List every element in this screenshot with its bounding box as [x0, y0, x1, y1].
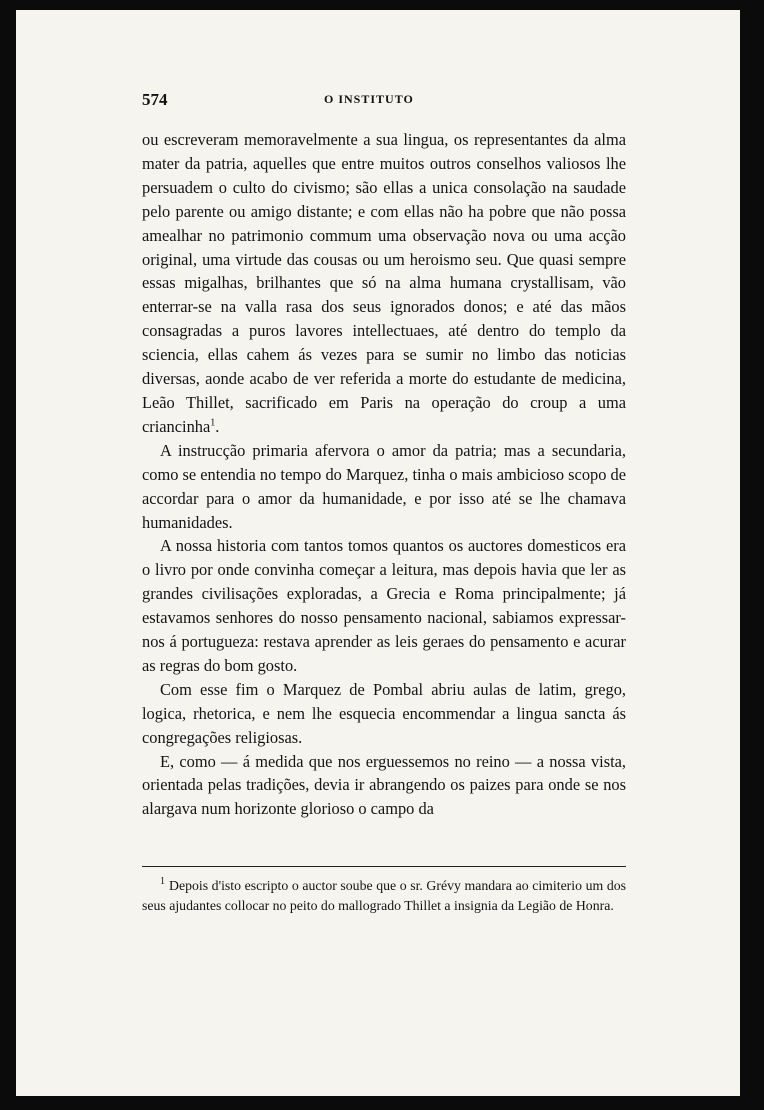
footnote-divider: [142, 866, 626, 867]
footnote: [142, 876, 626, 916]
paragraph-2: A instrucção primaria afervora o amor da patria; mas a secundaria, como se entendia no tempo do Marquez, tinha o mais ambicioso scopo de accordar para o amor da humanidade, e por isso até se lhe chamava humanidades.: [142, 440, 626, 532]
paragraph-1: [142, 128, 626, 439]
paragraph-3: A nossa historia com tantos tomos quantos os auctores domesticos era o livro por onde convinha começar a leitura, mas depois havia que ler as grandes civilisações exploradas, a Grecia e Roma principalmente; já estavamos senhores do nosso pensamento nacional, sabiamos expressar-nos á portugueza: restava aprender as leis geraes do pensamento e acurar as regras do bom gosto.: [142, 536, 626, 675]
running-title: O INSTITUTO: [324, 92, 414, 106]
paragraph-4: Com esse fim o Marquez de Pombal abriu aulas de latim, grego, logica, rhetorica, e nem lhe esquecia encommendar a lingua sancta ás congregações religiosas.: [142, 679, 626, 747]
page-number: 574: [142, 90, 168, 109]
body-text: [142, 128, 626, 821]
footnote-text: Depois d'isto escripto o auctor soube que o sr. Grévy mandara ao cimiterio um dos seus ajudantes collocar no peito do mallogrado Thillet a insignia da Legião de Honra.: [142, 878, 626, 913]
paragraph-1-tail: .: [215, 416, 220, 436]
footnote-mark: 1: [160, 876, 165, 888]
footnote-reference: 1: [210, 417, 216, 429]
page-header: [142, 90, 626, 112]
paragraph-5: E, como — á medida que nos erguessemos no reino — a nossa vista, orientada pelas tradições, devia ir abrangendo os paizes para onde se nos alargava num horizonte glorioso o campo da: [142, 751, 626, 819]
paragraph-1-text: ou escreveram memoravelmente a sua lingua, os representantes da alma mater da patria, aquelles que entre muitos outros conselhos valiosos lhe persuadem o culto do civismo; são ellas a unica consolação na saudade pelo parente ou amigo distante; e com ellas não ha pobre que não possa amealhar no patrimonio commum uma observação nova ou uma acção original, uma virtude das cousas ou um heroismo seu. Que quasi sempre essas migalhas, brilhantes que só na alma humana crystallisam, vão enterrar-se na valla rasa dos seus ignorados donos; e até das mãos consagradas a puros lavores intellectuaes, até dentro do templo da sciencia, ellas cahem ás vezes para se sumir no limbo das noticias diversas, aonde acabo de ver referida a morte do estudante de medicina, Leão Thillet, sacrificado em Paris na operação do croup a uma criancinha: [142, 130, 626, 436]
